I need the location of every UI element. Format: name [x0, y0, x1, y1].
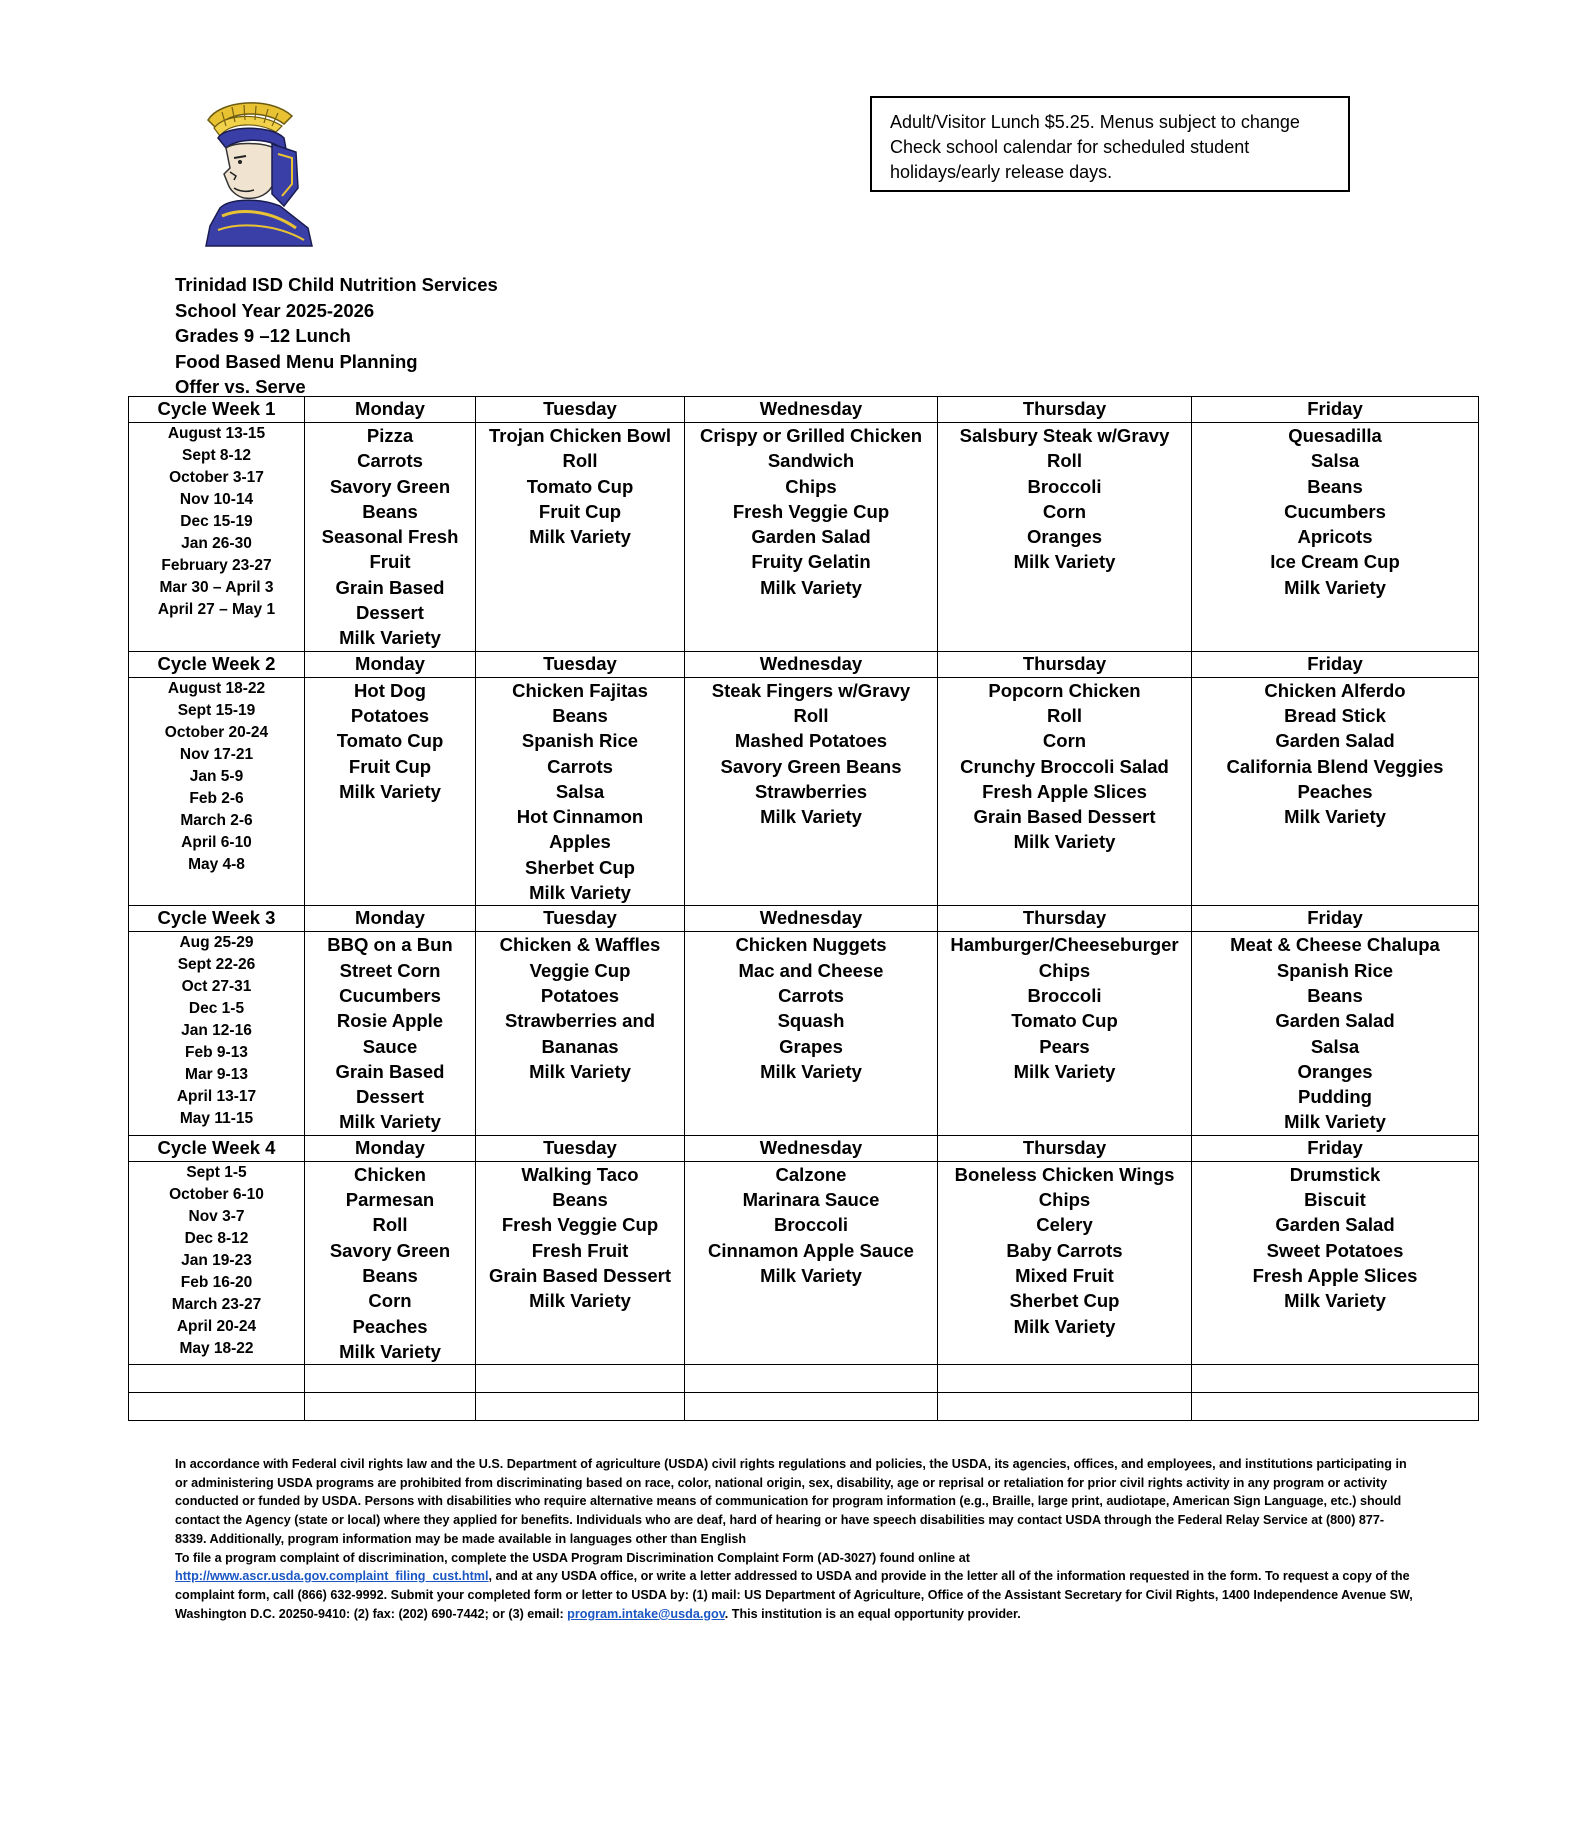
menu-item: Sweet Potatoes	[1266, 1239, 1404, 1261]
menu-item: Savory Green	[329, 475, 451, 497]
date-range: Aug 25-29	[179, 934, 254, 952]
menu-item: Strawberries and	[504, 1010, 656, 1032]
cycle-week-label: Cycle Week 1	[129, 397, 305, 423]
menu-item: Chicken Fajitas	[512, 679, 648, 701]
menu-item: Hamburger/Cheeseburger	[950, 934, 1179, 956]
menu-item: Broccoli	[1027, 475, 1102, 497]
date-range: Jan 26-30	[181, 535, 252, 552]
menu-item: Celery	[1036, 1214, 1093, 1236]
menu-item: Fruity Gelatin	[751, 551, 871, 573]
day-header: Wednesday	[685, 651, 938, 677]
menu-item: Milk Variety	[1284, 1111, 1386, 1133]
complaint-form-link[interactable]: http://www.ascr.usda.gov.complaint_filing_cust.html	[175, 1569, 489, 1584]
day-header: Monday	[305, 1135, 476, 1161]
week-header-row	[129, 651, 1479, 677]
day-menu-cell	[938, 932, 1192, 1135]
menu-item: Potatoes	[350, 704, 430, 726]
date-range: February 23-27	[161, 557, 272, 574]
menu-item: Milk Variety	[1013, 1315, 1116, 1337]
day-header: Friday	[1192, 906, 1479, 932]
week-header-row	[129, 1135, 1479, 1161]
week-menu-row	[129, 423, 1479, 652]
menu-item: Pears	[1039, 1035, 1090, 1057]
menu-item: Carrots	[547, 755, 613, 777]
day-menu-cell	[685, 932, 938, 1135]
week-dates-cell	[129, 1161, 305, 1364]
menu-item: Mashed Potatoes	[734, 730, 888, 752]
menu-item: Drumstick	[1289, 1163, 1381, 1185]
menu-item: Carrots	[778, 984, 844, 1006]
menu-item: Oranges	[1026, 526, 1103, 548]
day-header: Thursday	[938, 1135, 1192, 1161]
menu-item: Sandwich	[767, 450, 855, 472]
menu-item: Fresh Veggie Cup	[501, 1214, 659, 1236]
menu-item: Milk Variety	[760, 1060, 862, 1082]
menu-item: Beans	[1307, 984, 1363, 1006]
menu-item: Chicken Nuggets	[735, 934, 887, 956]
empty-cell	[129, 1393, 305, 1421]
menu-item: Trojan Chicken Bowl	[489, 425, 671, 446]
heading-line: Offer vs. Serve	[175, 376, 306, 397]
day-menu-cell	[305, 1161, 476, 1364]
menu-item: Fruit	[369, 551, 411, 573]
menu-item: Crunchy Broccoli Salad	[960, 755, 1169, 777]
menu-item: Salsa	[1310, 1035, 1360, 1057]
menu-item: Grain Based	[335, 576, 445, 598]
week-menu-row	[129, 677, 1479, 906]
date-range: August 13-15	[167, 425, 266, 442]
empty-cell	[129, 1365, 305, 1393]
date-range: Sept 8-12	[182, 447, 251, 464]
email-link[interactable]: program.intake@usda.gov	[567, 1606, 725, 1621]
empty-cell	[1192, 1365, 1479, 1393]
date-range: Sept 15-19	[177, 701, 256, 719]
menu-item: Garden Salad	[1275, 1010, 1395, 1032]
date-range: Nov 17-21	[179, 745, 254, 763]
menu-item: Parmesan	[345, 1189, 435, 1211]
empty-cell	[305, 1393, 476, 1421]
day-menu-cell	[685, 1161, 938, 1364]
menu-item: Tomato Cup	[1011, 1010, 1118, 1032]
date-range: May 18-22	[179, 1339, 254, 1357]
day-menu-cell	[476, 423, 685, 652]
date-range: March 23-27	[171, 1295, 262, 1313]
menu-item: Calzone	[775, 1163, 847, 1185]
menu-item: Roll	[372, 1214, 408, 1236]
heading-line: Trinidad ISD Child Nutrition Services	[175, 274, 498, 295]
date-range: Feb 2-6	[189, 789, 244, 807]
menu-item: Marinara Sauce	[742, 1189, 880, 1211]
menu-item: Milk Variety	[1013, 831, 1116, 853]
menu-item: Tomato Cup	[526, 475, 634, 497]
menu-item: Milk Variety	[760, 1264, 862, 1286]
heading-line: Grades 9 –12 Lunch	[175, 325, 351, 346]
menu-item: Peaches	[1297, 780, 1373, 802]
notice-line: Adult/Visitor Lunch $5.25. Menus subject to change	[890, 112, 1300, 132]
menu-item: Potatoes	[540, 984, 620, 1006]
menu-item: Biscuit	[1304, 1189, 1366, 1211]
day-menu-cell	[1192, 1161, 1479, 1364]
menu-item: Steak Fingers w/Gravy	[711, 679, 911, 701]
menu-item: Milk Variety	[1284, 806, 1386, 828]
trojan-helmet-logo-icon	[200, 98, 320, 248]
menu-item: Milk Variety	[760, 576, 862, 598]
cycle-week-label: Cycle Week 2	[129, 651, 305, 677]
menu-item: Cucumbers	[339, 984, 441, 1006]
day-menu-cell	[1192, 932, 1479, 1135]
date-range: Oct 27-31	[181, 978, 252, 996]
date-range: Sept 22-26	[177, 956, 256, 974]
day-header: Tuesday	[476, 651, 685, 677]
date-range: October 20-24	[164, 723, 269, 741]
menu-item: Veggie Cup	[529, 959, 631, 981]
menu-item: Milk Variety	[529, 1060, 631, 1082]
empty-cell	[685, 1393, 938, 1421]
date-range: Dec 1-5	[188, 1000, 245, 1018]
day-menu-cell	[305, 423, 476, 652]
menu-item: Beans	[552, 704, 608, 726]
date-range: Feb 9-13	[185, 1044, 248, 1062]
week-header-row	[129, 906, 1479, 932]
day-header: Thursday	[938, 651, 1192, 677]
menu-item: Grain Based Dessert	[488, 1264, 671, 1286]
cycle-week-label: Cycle Week 3	[129, 906, 305, 932]
menu-item: Fruit Cup	[348, 755, 432, 777]
menu-item: Dessert	[356, 1086, 424, 1108]
menu-item: Spanish Rice	[1276, 959, 1394, 981]
week-dates-cell	[129, 932, 305, 1135]
heading-line: Food Based Menu Planning	[175, 350, 418, 372]
day-header: Monday	[305, 906, 476, 932]
menu-item: Walking Taco	[521, 1163, 639, 1185]
date-range: April 20-24	[176, 1317, 257, 1335]
heading-line: School Year 2025-2026	[175, 299, 375, 321]
menu-item: Sauce	[362, 1035, 418, 1057]
menu-item: Cucumbers	[1284, 500, 1386, 522]
date-range: Dec 8-12	[184, 1229, 249, 1247]
day-header: Thursday	[938, 397, 1192, 423]
menu-item: Spanish Rice	[521, 730, 639, 752]
day-header: Friday	[1192, 1135, 1479, 1161]
cycle-week-label: Cycle Week 4	[129, 1135, 305, 1161]
menu-item: Mac and Cheese	[738, 959, 884, 981]
menu-item: Milk Variety	[339, 627, 441, 649]
menu-item: Milk Variety	[339, 1111, 441, 1133]
day-menu-cell	[938, 1161, 1192, 1364]
date-range: April 6-10	[181, 833, 252, 851]
day-header: Monday	[305, 651, 476, 677]
menu-item: Beans	[552, 1189, 608, 1211]
menu-item: Garden Salad	[751, 526, 871, 548]
day-header: Tuesday	[476, 1135, 685, 1161]
menu-item: Milk Variety	[1013, 1060, 1116, 1082]
menu-item: Meat & Cheese Chalupa	[1230, 934, 1440, 956]
day-header: Wednesday	[685, 1135, 938, 1161]
menu-item: Chicken Alferdo	[1264, 679, 1406, 701]
menu-item: Hot Cinnamon	[516, 806, 644, 828]
menu-item: Milk Variety	[760, 806, 862, 828]
menu-item: Milk Variety	[529, 526, 631, 548]
empty-row	[129, 1393, 1479, 1421]
menu-item: Pizza	[366, 425, 414, 446]
notice-line: holidays/early release days.	[890, 162, 1113, 182]
menu-item: Salsa	[555, 780, 605, 802]
civil-rights-statement	[175, 1455, 1415, 1623]
menu-item: Milk Variety	[1284, 1290, 1386, 1312]
day-menu-cell	[938, 677, 1192, 906]
menu-item: Squash	[777, 1010, 845, 1032]
menu-item: Broccoli	[1027, 984, 1102, 1006]
day-menu-cell	[476, 932, 685, 1135]
menu-item: Bananas	[541, 1035, 619, 1057]
menu-item: Corn	[1042, 730, 1087, 752]
menu-item: Oranges	[1297, 1060, 1373, 1082]
empty-cell	[938, 1393, 1192, 1421]
week-dates-cell	[129, 677, 305, 906]
menu-item: Pudding	[1298, 1086, 1372, 1108]
menu-item: BBQ on a Bun	[327, 934, 453, 956]
empty-cell	[685, 1365, 938, 1393]
day-menu-cell	[938, 423, 1192, 652]
date-range: August 18-22	[167, 679, 266, 697]
footer-text: . This institution is an equal opportunity provider.	[724, 1606, 1021, 1621]
menu-item: Chips	[1038, 1189, 1091, 1211]
day-header: Wednesday	[685, 397, 938, 423]
date-range: Mar 9-13	[185, 1066, 248, 1084]
day-menu-cell	[476, 1161, 685, 1364]
date-range: April 27 – May 1	[157, 601, 276, 618]
menu-item: Popcorn Chicken	[988, 679, 1141, 701]
date-range: Nov 10-14	[179, 491, 254, 508]
date-range: Jan 19-23	[181, 1251, 252, 1269]
date-range: October 6-10	[169, 1185, 264, 1203]
menu-item: Carrots	[357, 450, 423, 472]
menu-item: Chips	[785, 475, 837, 497]
date-range: Mar 30 – April 3	[159, 579, 274, 596]
menu-item: Boneless Chicken Wings	[954, 1163, 1175, 1185]
menu-item: Salsa	[1310, 450, 1360, 472]
day-header: Friday	[1192, 651, 1479, 677]
menu-item: Street Corn	[339, 959, 441, 981]
week-menu-row	[129, 932, 1479, 1135]
menu-item: Grapes	[779, 1035, 843, 1057]
menu-item: Chicken & Waffles	[499, 934, 661, 956]
empty-cell	[476, 1365, 685, 1393]
menu-item: Savory Green Beans	[720, 755, 902, 777]
menu-item: Milk Variety	[529, 882, 631, 904]
day-menu-cell	[685, 423, 938, 652]
menu-item: Sherbet Cup	[525, 856, 635, 878]
menu-item: Mixed Fruit	[1015, 1264, 1114, 1286]
menu-item: Rosie Apple	[336, 1010, 444, 1032]
menu-item: California Blend Veggies	[1226, 755, 1444, 777]
day-menu-cell	[1192, 677, 1479, 906]
menu-item: Salsbury Steak w/Gravy	[959, 425, 1170, 446]
menu-item: Seasonal Fresh	[321, 526, 459, 548]
menu-item: Crispy or Grilled Chicken	[699, 425, 923, 446]
date-range: Jan 5-9	[189, 767, 244, 785]
date-range: May 11-15	[179, 1110, 254, 1128]
day-menu-cell	[305, 677, 476, 906]
menu-item: Apricots	[1297, 526, 1373, 548]
day-header: Tuesday	[476, 906, 685, 932]
menu-item: Strawberries	[754, 780, 868, 802]
menu-table-body	[129, 397, 1479, 1421]
day-menu-cell	[476, 677, 685, 906]
footer-text: To file a program complaint of discrimination, complete the USDA Program Discrimination Complaint Form (AD-3027) found online at	[175, 1550, 970, 1565]
day-header: Wednesday	[685, 906, 938, 932]
empty-cell	[476, 1393, 685, 1421]
menu-item: Hot Dog	[354, 679, 426, 701]
menu-item: Broccoli	[773, 1214, 849, 1236]
menu-table	[128, 396, 1479, 1421]
menu-item: Apples	[549, 831, 611, 853]
menu-item: Fresh Veggie Cup	[732, 500, 890, 522]
date-range: Nov 3-7	[188, 1207, 245, 1225]
menu-item: Dessert	[356, 602, 424, 624]
menu-item: Corn	[368, 1290, 412, 1312]
empty-cell	[1192, 1393, 1479, 1421]
empty-cell	[305, 1365, 476, 1393]
menu-item: Milk Variety	[1284, 576, 1386, 598]
menu-item: Chips	[1038, 959, 1091, 981]
empty-row	[129, 1365, 1479, 1393]
menu-item: Quesadilla	[1288, 425, 1382, 446]
date-range: May 4-8	[188, 855, 245, 873]
menu-item: Beans	[362, 500, 418, 522]
day-menu-cell	[305, 932, 476, 1135]
menu-item: Roll	[562, 450, 598, 472]
menu-item: Savory Green	[329, 1239, 451, 1261]
menu-item: Roll	[1047, 704, 1082, 726]
menu-item: Beans	[1307, 475, 1363, 497]
menu-item: Baby Carrots	[1006, 1239, 1123, 1261]
day-header: Thursday	[938, 906, 1192, 932]
day-menu-cell	[685, 677, 938, 906]
empty-cell	[938, 1365, 1192, 1393]
menu-item: Milk Variety	[1013, 551, 1116, 573]
menu-item: Roll	[793, 704, 829, 726]
page-heading	[175, 272, 498, 400]
day-menu-cell	[1192, 423, 1479, 652]
menu-item: Roll	[1047, 450, 1082, 472]
menu-item: Fruit Cup	[538, 500, 622, 522]
date-range: Jan 12-16	[181, 1022, 252, 1040]
menu-item: Milk Variety	[339, 1340, 441, 1362]
menu-item: Milk Variety	[529, 1290, 631, 1312]
footer-text: In accordance with Federal civil rights law and the U.S. Department of agriculture (USDA) civil rights regulations and policies, the USDA, its agencies, offices, and employees, and institutions participating in or administering USDA programs are prohibited from discriminating based on race, color, national origin, sex, disability, age or reprisal or retaliation for prior civil rights activity in any program or activity conducted or funded by USDA. Persons with disabilities who require alternative means of communication for program information (e.g., Braille, large print, audiotape, American Sign Language, etc.) should contact the Agency (state or local) where they applied for benefits. Individuals who are deaf, hard of hearing or have speech disabilities may contact USDA through the Federal Relay Service at (800) 877-8339. Additionally, program information may be made available in languages other than English	[175, 1457, 1407, 1546]
menu-item: Corn	[1042, 500, 1087, 522]
day-header: Friday	[1192, 397, 1479, 423]
menu-item: Sherbet Cup	[1009, 1290, 1120, 1312]
menu-item: Peaches	[352, 1315, 428, 1337]
date-range: April 13-17	[176, 1088, 257, 1106]
menu-item: Grain Based	[335, 1060, 445, 1082]
menu-item: Fresh Fruit	[531, 1239, 629, 1261]
notice-line: Check school calendar for scheduled student	[890, 137, 1250, 157]
menu-item: Fresh Apple Slices	[1252, 1264, 1418, 1286]
week-dates-cell	[129, 423, 305, 652]
menu-item: Ice Cream Cup	[1270, 551, 1400, 573]
menu-item: Bread Stick	[1284, 704, 1386, 726]
date-range: Dec 15-19	[180, 513, 253, 530]
day-header: Tuesday	[476, 397, 685, 423]
date-range: Sept 1-5	[186, 1163, 247, 1181]
menu-item: Fresh Apple Slices	[982, 780, 1147, 802]
day-header: Monday	[305, 397, 476, 423]
week-header-row	[129, 397, 1479, 423]
footer-text: , and at any USDA office, or write a letter addressed to USDA and provide in the letter all of the information requested in the form. To request a copy of the complaint form, call (866) 632-9992. Submit your completed form or letter to USDA by: (1) mail: US Department of Agriculture, Office of the Assistant Secretary for Civil Rights, 1400 Independence Avenue SW, Washington D.C. 20250-9410: (2) fax: (202) 690-7442; or (3) email:	[175, 1569, 1413, 1621]
menu-item: Grain Based Dessert	[973, 806, 1156, 828]
date-range: March 2-6	[180, 811, 253, 829]
week-menu-row	[129, 1161, 1479, 1364]
date-range: October 3-17	[169, 469, 264, 486]
menu-item: Beans	[362, 1264, 418, 1286]
menu-item: Milk Variety	[339, 780, 441, 802]
menu-item: Garden Salad	[1275, 730, 1395, 752]
menu-item: Cinnamon Apple Sauce	[708, 1239, 914, 1261]
menu-item: Garden Salad	[1275, 1214, 1395, 1236]
notice-box	[870, 96, 1350, 192]
menu-item: Chicken	[354, 1163, 426, 1185]
menu-item: Tomato Cup	[336, 730, 444, 752]
date-range: Feb 16-20	[180, 1273, 253, 1291]
